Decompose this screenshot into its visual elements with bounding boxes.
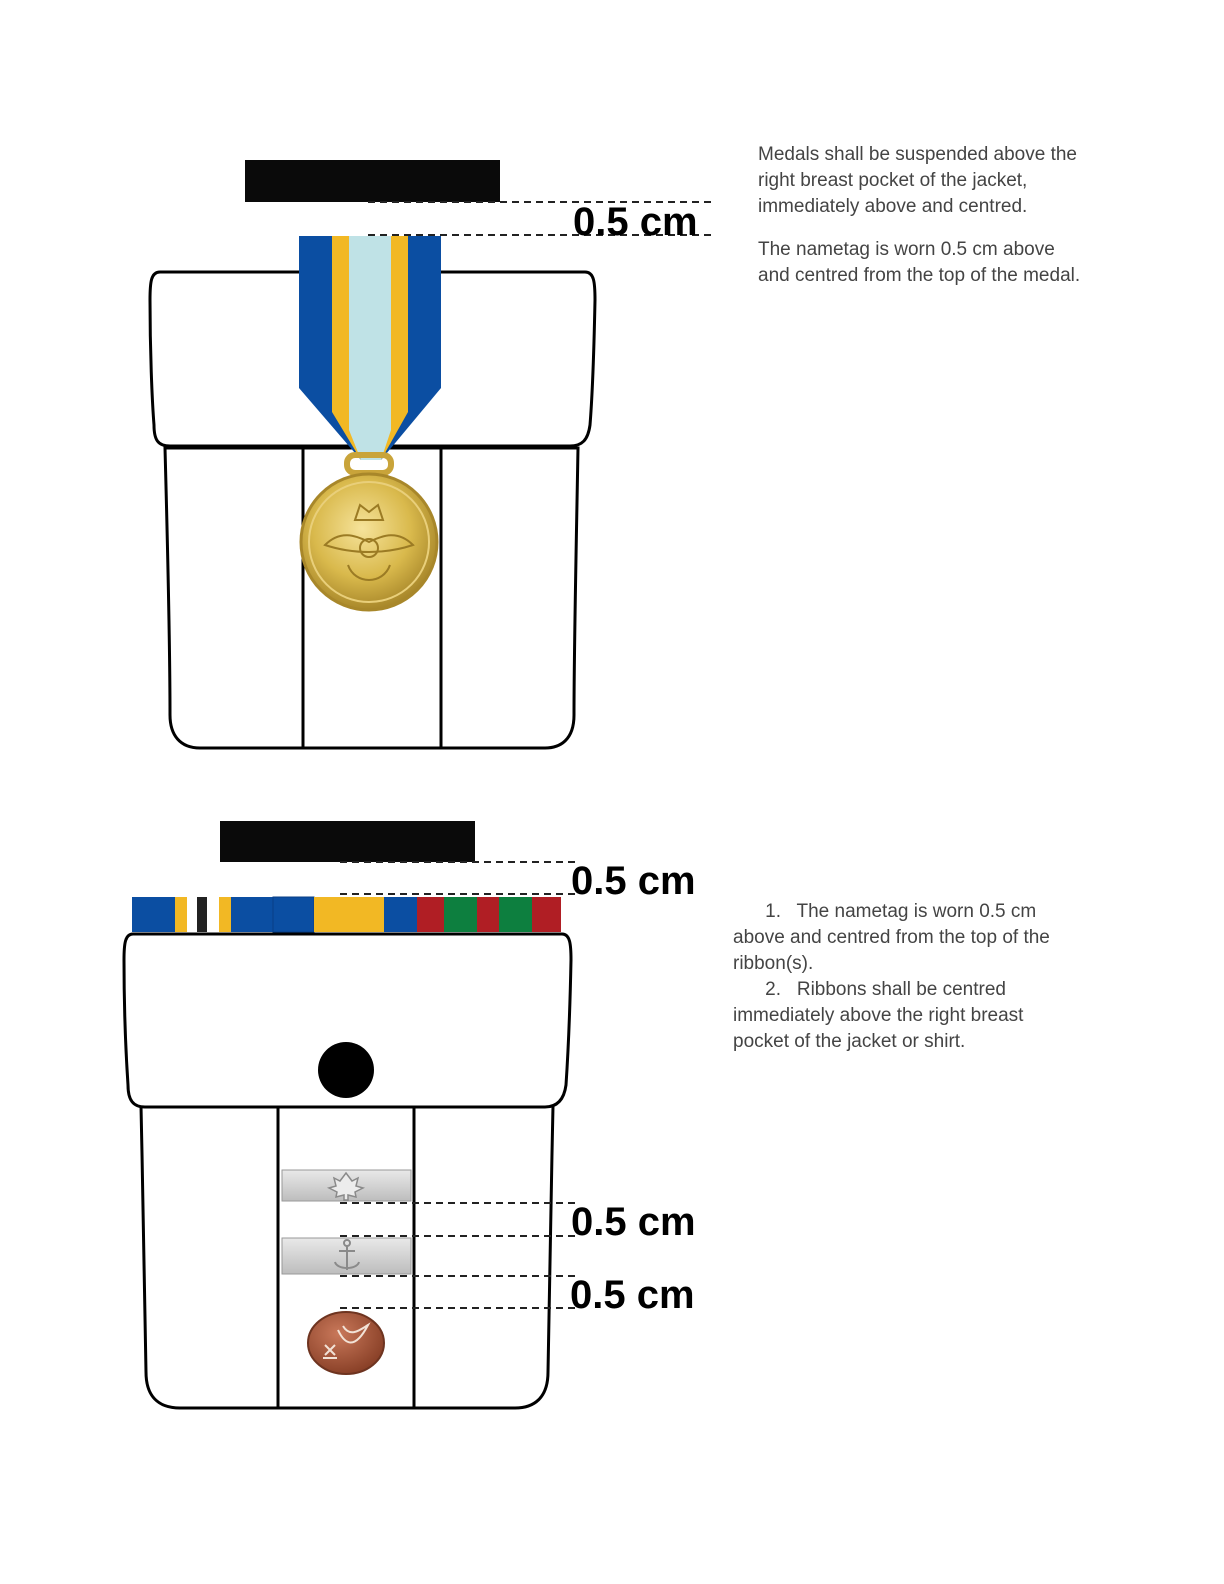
anchor-badge bbox=[282, 1238, 411, 1274]
nametag-instruction-paragraph: The nametag is worn 0.5 cm above and centred from the top of the medal. bbox=[758, 239, 1081, 286]
list-number: 2. bbox=[765, 979, 781, 1000]
list-text: The nametag is worn 0.5 cm above and centred from the top of the ribbon(s). bbox=[733, 901, 1050, 974]
nametag bbox=[245, 160, 500, 202]
bronze-badge bbox=[308, 1312, 384, 1374]
dimension-label-3: 0.5 cm bbox=[571, 1200, 696, 1244]
dimension-label-1: 0.5 cm bbox=[573, 200, 698, 244]
figure-ribbon-placement bbox=[124, 821, 696, 1408]
figure-medal-placement bbox=[150, 160, 712, 748]
dimension-label-2: 0.5 cm bbox=[571, 859, 696, 903]
ribbon-instructions bbox=[733, 899, 1078, 1055]
list-item bbox=[733, 899, 1078, 977]
ribbon-bar bbox=[132, 897, 561, 932]
list-number: 1. bbox=[765, 901, 781, 922]
dimension-label-4: 0.5 cm bbox=[570, 1273, 695, 1317]
pocket-button bbox=[318, 1042, 374, 1098]
medal-instruction-paragraph: Medals shall be suspended above the right breast pocket of the jacket, immediately above and centred. bbox=[758, 144, 1078, 217]
maple-leaf-badge bbox=[282, 1170, 411, 1201]
nametag-2 bbox=[220, 821, 475, 862]
medal-instructions bbox=[758, 142, 1088, 306]
medal bbox=[301, 474, 437, 610]
list-item bbox=[733, 977, 1078, 1055]
list-text: Ribbons shall be centred immediately above the right breast pocket of the jacket or shirt. bbox=[733, 979, 1024, 1052]
